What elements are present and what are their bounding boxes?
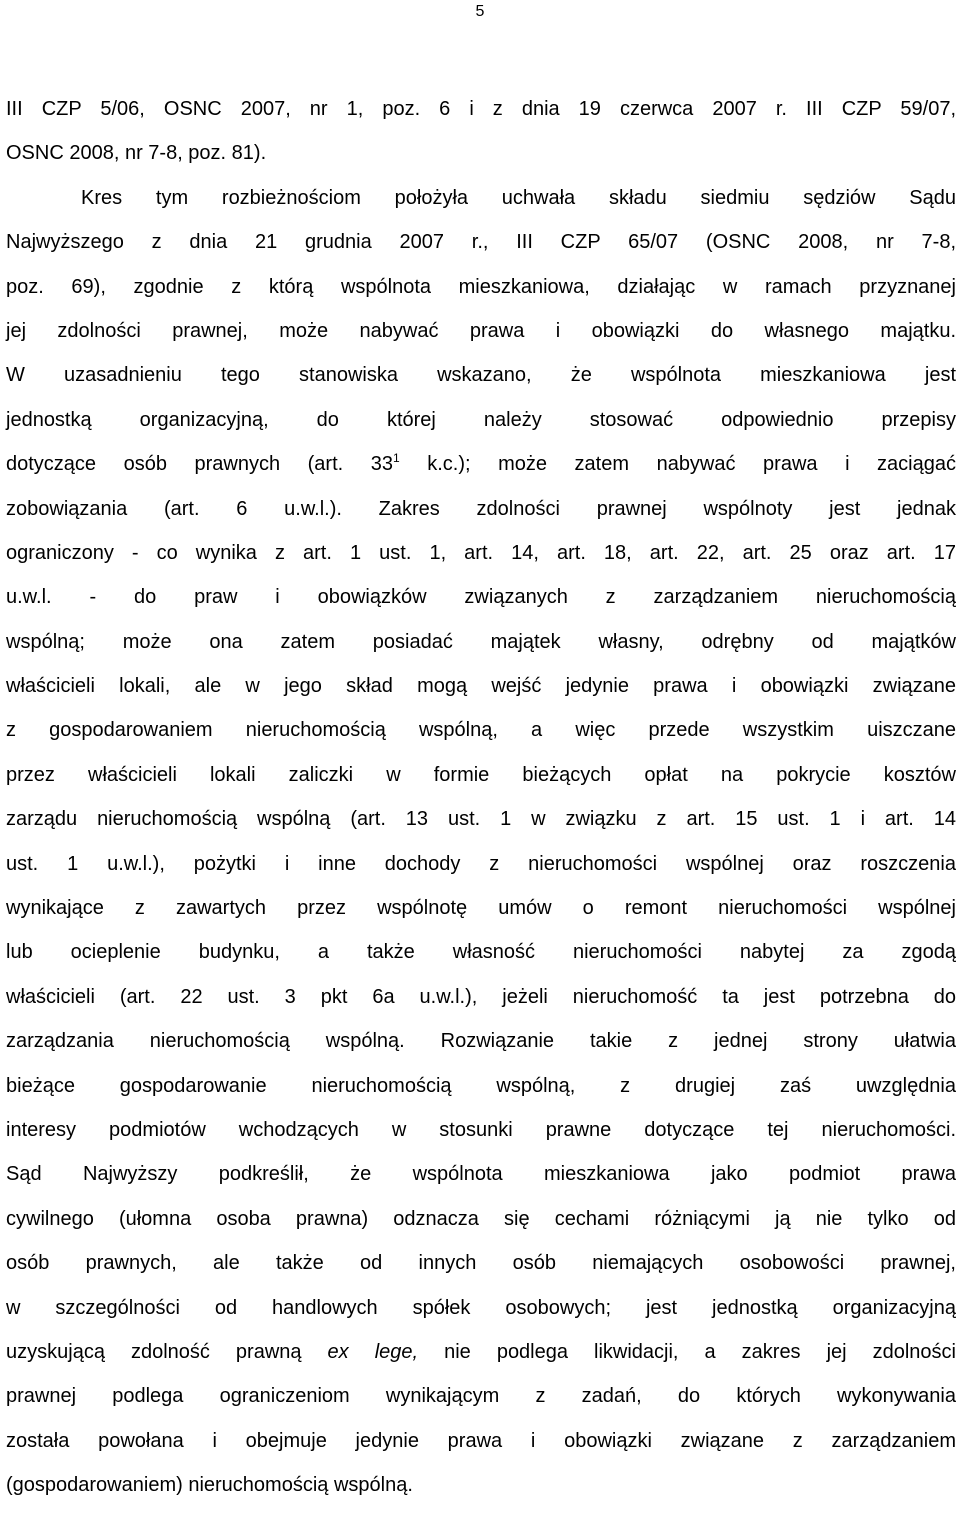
text-segment: nie podlega likwidacji, a zakres jej zdolności (418, 1340, 956, 1363)
text-segment: uzyskującą zdolność prawną (6, 1340, 328, 1363)
text-line: III CZP 5/06, OSNC 2007, nr 1, poz. 6 i z dnia 19 czerwca 2007 r. III CZP 59/07, (6, 98, 956, 120)
text-line: zarządu nieruchomością wspólną (art. 13 ust. 1 w związku z art. 15 ust. 1 i art. 14 (6, 808, 956, 831)
superscript: 1 (393, 451, 400, 466)
text-line: cywilnego (ułomna osoba prawna) odznacza się cechami różniącymi ją nie tylko od (6, 1207, 956, 1230)
text-line (6, 1330, 956, 1374)
text-line: osób prawnych, ale także od innych osób niemających osobowości prawnej, (6, 1252, 956, 1275)
text-line: wspólną; może ona zatem posiadać majątek własny, odrębny od majątków (6, 630, 956, 653)
text-line: z gospodarowaniem nieruchomością wspólną, a więc przede wszystkim uiszczane (6, 719, 956, 742)
text-line: właścicieli lokali, ale w jego skład mogą wejść jedynie prawa i obowiązki związane (6, 675, 956, 698)
page-number: 5 (475, 3, 485, 20)
text-line: zobowiązania (art. 6 u.w.l.). Zakres zdolności prawnej wspólnoty jest jednak (6, 497, 956, 520)
text-segment: k.c.); może zatem nabywać prawa i zaciągać (399, 453, 956, 476)
text-line: Kres tym rozbieżnościom położyła uchwała składu siedmiu sędziów Sądu (81, 186, 956, 209)
document-body (6, 87, 956, 1508)
text-line: OSNC 2008, nr 7-8, poz. 81). (6, 142, 267, 165)
text-line: (gospodarowaniem) nieruchomością wspólną. (6, 1474, 413, 1497)
text-line: poz. 69), zgodnie z którą wspólnota mieszkaniowa, działając w ramach przyznanej (6, 275, 956, 298)
text-line: interesy podmiotów wchodzących w stosunki prawne dotyczące tej nieruchomości. (6, 1118, 956, 1141)
text-line (6, 442, 956, 486)
text-line: w szczególności od handlowych spółek osobowych; jest jednostką organizacyjną (6, 1296, 956, 1319)
text-segment: dotyczące osób prawnych (art. 33 (6, 453, 393, 476)
text-line: lub ocieplenie budynku, a także własność nieruchomości nabytej za zgodą (6, 941, 956, 964)
italic-term: ex lege, (327, 1340, 419, 1363)
text-line: bieżące gospodarowanie nieruchomością wspólną, z drugiej zaś uwzględnia (6, 1074, 956, 1097)
text-line: jej zdolności prawnej, może nabywać prawa i obowiązki do własnego majątku. (6, 319, 956, 342)
text-line: u.w.l. - do praw i obowiązków związanych z zarządzaniem nieruchomością (6, 586, 956, 609)
text-line: przez właścicieli lokali zaliczki w formie bieżących opłat na pokrycie kosztów (6, 763, 956, 786)
text-line: właścicieli (art. 22 ust. 3 pkt 6a u.w.l.), jeżeli nieruchomość ta jest potrzebna do (6, 985, 956, 1008)
text-line: wynikające z zawartych przez wspólnotę umów o remont nieruchomości wspólnej (6, 897, 956, 920)
text-line: prawnej podlega ograniczeniom wynikającym z zadań, do których wykonywania (6, 1385, 956, 1408)
text-line: jednostką organizacyjną, do której należy stosować odpowiednio przepisy (6, 408, 956, 431)
text-line: została powołana i obejmuje jedynie prawa i obowiązki związane z zarządzaniem (6, 1429, 956, 1452)
text-line: Sąd Najwyższy podkreślił, że wspólnota mieszkaniowa jako podmiot prawa (6, 1163, 956, 1186)
text-line: Najwyższego z dnia 21 grudnia 2007 r., III CZP 65/07 (OSNC 2008, nr 7-8, (6, 231, 956, 254)
text-line: zarządzania nieruchomością wspólną. Rozwiązanie takie z jednej strony ułatwia (6, 1030, 956, 1053)
text-line: ust. 1 u.w.l.), pożytki i inne dochody z nieruchomości wspólnej oraz roszczenia (6, 852, 956, 875)
text-line: ograniczony - co wynika z art. 1 ust. 1, art. 14, art. 18, art. 22, art. 25 oraz art. 17 (6, 541, 956, 564)
text-line: W uzasadnieniu tego stanowiska wskazano, że wspólnota mieszkaniowa jest (6, 364, 956, 387)
